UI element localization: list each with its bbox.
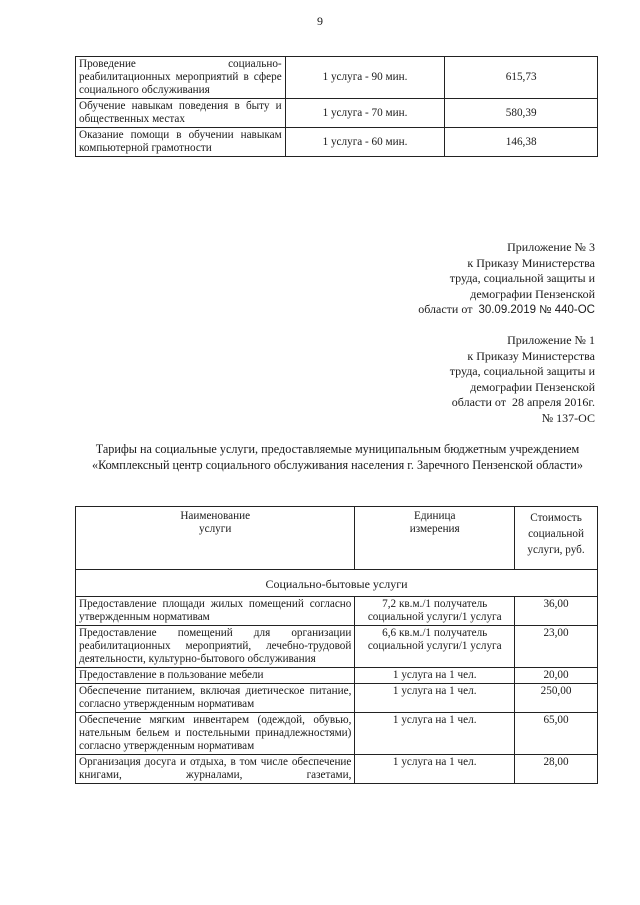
service-name: Проведение социально-реабилитационных мероприятий в сфере социального обслуживания	[76, 57, 286, 99]
table-row	[76, 128, 598, 157]
annex-1-title: Приложение № 1	[507, 333, 595, 347]
service-name: Предоставление площади жилых помещений согласно утвержденным нормативам	[76, 597, 355, 626]
annex-1-line: № 137-ОС	[541, 410, 595, 425]
service-name: Обучение навыкам поведения в быту и общественных местах	[76, 99, 286, 128]
service-unit: 1 услуга на 1 чел.	[355, 668, 515, 684]
table-row	[76, 99, 598, 128]
annex-1-header	[450, 333, 595, 427]
table-row	[76, 684, 598, 713]
service-price: 65,00	[515, 713, 598, 755]
service-price: 250,00	[515, 684, 598, 713]
section-title: Социально-бытовые услуги	[76, 570, 598, 597]
service-name: Оказание помощи в обучении навыкам компьютерной грамотности	[76, 128, 286, 157]
service-name: Обеспечение мягким инвентарем (одеждой, обувью, нательным бельем и постельными принадлежностями) согласно утвержденным нормативам	[76, 713, 355, 755]
service-price: 580,39	[445, 99, 598, 128]
service-price: 28,00	[515, 755, 598, 784]
service-price: 615,73	[445, 57, 598, 99]
header-unit: Единица измерения	[355, 507, 515, 570]
service-unit: 1 услуга - 70 мин.	[285, 99, 445, 128]
table-row	[76, 713, 598, 755]
service-unit: 1 услуга - 60 мин.	[285, 128, 445, 157]
service-price: 146,38	[445, 128, 598, 157]
table-row	[76, 597, 598, 626]
service-name: Предоставление в пользование мебели	[76, 668, 355, 684]
service-name: Обеспечение питанием, включая диетическое питание, согласно утвержденным нормативам	[76, 684, 355, 713]
annex-3-date-line: области от 30.09.2019 № 440-ОС	[418, 302, 595, 317]
service-price: 20,00	[515, 668, 598, 684]
annex-3-date: 30.09.2019 № 440-ОС	[478, 304, 595, 317]
header-cost: Стоимость социальной услуги, руб.	[515, 507, 598, 570]
document-title: Тарифы на социальные услуги, предоставляемые муниципальным бюджетным учреждением «Комплексный центр социального обслуживания населения г. Заречного Пензенской области»	[92, 442, 583, 472]
service-name: Предоставление помещений для организации реабилитационных мероприятий, лечебно-трудовой деятельности, культурно-бытового обслуживания	[76, 626, 355, 668]
service-unit: 7,2 кв.м./1 получатель социальной услуги/1 услуга	[355, 597, 515, 626]
table-row	[76, 626, 598, 668]
service-unit: 1 услуга - 90 мин.	[285, 57, 445, 99]
service-unit: 1 услуга на 1 чел.	[355, 713, 515, 755]
service-name: Организация досуга и отдыха, в том числе обеспечение книгами, журналами, газетами,	[76, 755, 355, 784]
service-price: 23,00	[515, 626, 598, 668]
annex-1-line: демографии Пензенской	[470, 379, 595, 394]
table-row	[76, 57, 598, 99]
table-header-row	[76, 507, 598, 570]
tariffs-table	[75, 506, 598, 784]
service-unit: 1 услуга на 1 чел.	[355, 684, 515, 713]
annex-1-line: к Приказу Министерства	[467, 348, 595, 363]
annex-1-line: труда, социальной защиты и	[449, 364, 595, 379]
annex-3-line: труда, социальной защиты и	[449, 271, 595, 286]
table-row	[76, 755, 598, 784]
top-services-table	[75, 56, 598, 157]
annex-3-line: демографии Пензенской	[470, 286, 595, 301]
service-unit: 1 услуга на 1 чел.	[355, 755, 515, 784]
header-name: Наименование услуги	[76, 507, 355, 570]
service-price: 36,00	[515, 597, 598, 626]
annex-3-line: к Приказу Министерства	[467, 255, 595, 270]
annex-3-header	[418, 240, 595, 319]
section-row	[76, 570, 598, 597]
annex-3-title: Приложение № 3	[507, 240, 595, 254]
service-unit: 6,6 кв.м./1 получатель социальной услуги/1 услуга	[355, 626, 515, 668]
table-row	[76, 668, 598, 684]
page-number: 9	[317, 14, 323, 28]
annex-1-line: области от 28 апреля 2016г.	[451, 395, 595, 410]
